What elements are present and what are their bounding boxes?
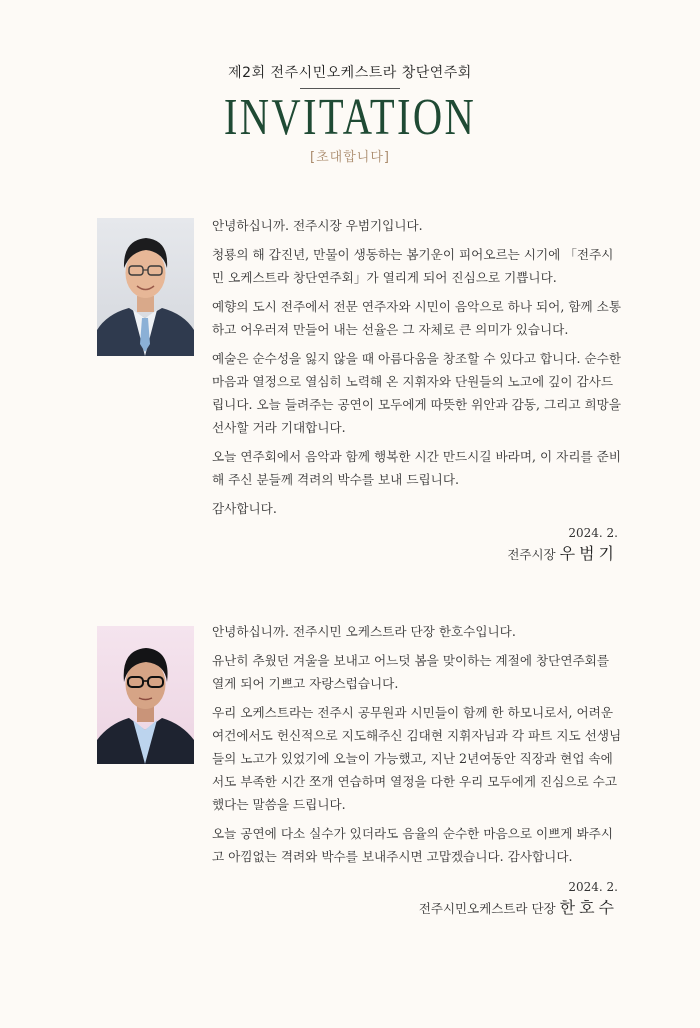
greeting-paragraph: 안녕하십니까. 전주시장 우범기입니다. [212,218,423,233]
director-portrait-image [97,626,194,764]
letter-paragraph: 오늘 연주회에서 음악과 함께 행복한 시간 만드시길 바라며, 이 자리를 준비해 주신 분들께 격려의 박수를 보내 드립니다. [212,449,622,487]
mayor-portrait-image [97,218,194,356]
mayor-photo [97,218,194,356]
signer-name: 우범기 [559,544,618,563]
director-signoff [419,878,618,921]
signoff-date: 2024. 2. [568,880,618,894]
closing-paragraph: 감사합니다. [212,501,277,516]
signer-title: 전주시장 [507,547,556,562]
letter-paragraph: 예술은 순수성을 잃지 않을 때 아름다움을 창조할 수 있다고 합니다. 순수한 마음과 열정으로 열심히 노력해 온 지휘자와 단원들의 노고에 깊이 감사드립니다. 오늘 들려주는 공연이 모두에게 따뜻한 위안과 감동, 그리고 희망을 선사할 거라 기대합니다. [212,351,622,435]
signoff-line [507,542,618,567]
mayor-letter-body [212,214,624,526]
director-letter-body [212,620,624,874]
letter-paragraph: 예향의 도시 전주에서 전문 연주자와 시민이 음악으로 하나 되어, 함께 소통하고 어우러져 만들어 내는 선율은 그 자체로 큰 의미가 있습니다. [212,299,622,337]
mayor-signoff [507,524,618,567]
signoff-line [419,896,618,921]
closing-paragraph: 오늘 공연에 다소 실수가 있더라도 음율의 순수한 마음으로 이쁘게 봐주시고 아낌없는 격려와 박수를 보내주시면 고맙겠습니다. 감사합니다. [212,826,613,864]
greeting-paragraph: 안녕하십니까. 전주시민 오케스트라 단장 한호수입니다. [212,624,516,639]
invitation-subtitle-korean: [초대합니다] [310,150,390,165]
signoff-date: 2024. 2. [568,526,618,540]
signer-title: 전주시민오케스트라 단장 [418,901,556,916]
concert-subtitle: 제2회 전주시민오케스트라 창단연주회 [228,65,472,81]
signer-name: 한호수 [559,898,618,917]
letter-paragraph: 청룡의 해 갑진년, 만물이 생동하는 봄기운이 피어오르는 시기에 「전주시민 오케스트라 창단연주회」가 열리게 되어 진심으로 기쁩니다. [212,247,614,285]
director-photo [97,626,194,764]
invitation-title: INVITATION [223,89,477,146]
letter-paragraph: 유난히 추웠던 겨울을 보내고 어느덧 봄을 맞이하는 계절에 창단연주회를 열게 되어 기쁘고 자랑스럽습니다. [212,653,609,691]
letter-paragraph: 우리 오케스트라는 전주시 공무원과 시민들이 함께 한 하모니로서, 어려운 여건에서도 헌신적으로 지도해주신 김대현 지휘자님과 각 파트 지도 선생님들의 노고가 있었기에 오늘이 가능했고, 지난 2년여동안 직장과 현업 속에서도 부족한 시간 쪼개 연습하며 열정을 다한 우리 모두에게 진심으로 수고했다는 말씀을 드립니다. [212,705,622,812]
